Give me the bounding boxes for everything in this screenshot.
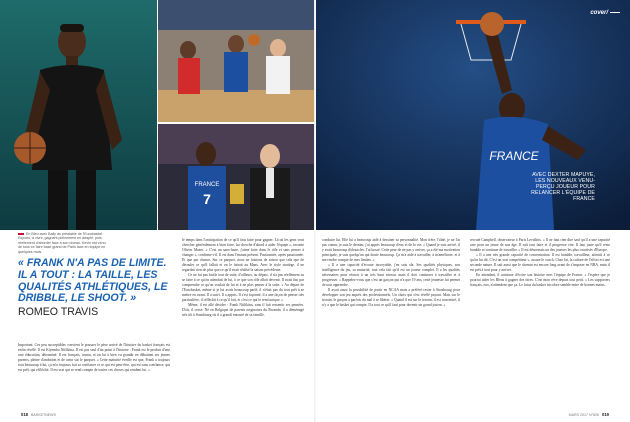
magazine-name: BASKETNEWS <box>31 413 56 417</box>
page-number-left: 018 <box>21 412 28 417</box>
paragraph: Il avait aussi la possibilité de partir en NCAA mais a préféré rester à Strasbourg pour développer son jeu auprès des professionnels. Un choix qui s'est révélé payant. Mais sur le terrain, le garçon a parfois du mal à se libérer. « Quand il est sur le terrain, il est concentré, il n'y a que le basket qui compte. Il a tout ce qu'il faut pour devenir un grand joueur. » <box>322 288 460 307</box>
paragraph: recruté Campbell, observateur à Paris Levallois. « Il ne faut rien dire sauf qu'il a une capacité rare pour un jeune de son âge. Il sait tout faire et il progresse vite. Il faut juste qu'il reste humble et continue de travailler. » Il est désormais un des joueurs les plus courtisés d'Europe. <box>470 238 610 252</box>
paragraph: En attendant, il continue d'écrire son histoire avec l'équipe de France. « J'espère que je pourrai aider les Bleus à gagner des titres. C'est mon rêve depuis tout petit. » Les supporters français, eux, n'attendent que ça. Le futur du basket tricolore semble entre de bonnes mains. <box>470 273 610 287</box>
player-portrait-photo <box>0 0 157 230</box>
photo-caption-left <box>18 232 110 254</box>
body-column-1 <box>18 343 170 411</box>
photo-overlay-caption: AVEC DEXTER MAPUYE, LES NOUVEAUX VENU-PERÇU JOUEUR POUR RELANCER L'ÉQUIPE DE FRANCE <box>531 172 595 202</box>
page-number-right: 019 <box>602 412 609 417</box>
caption-text: En Bleu avec Bally au préalable de l'Eurobasket Espoirs, a vivre, gagnant pleinement en adapté, puis réellement d'aborder face à son niveau. Kevin est venu de tous ce faire basé grand de Paris face en équipe en quelques mois. <box>18 232 106 254</box>
paragraph: Ce ne fut pas facile tout de suite, d'ailleurs, au départ, il n'a pas réellement su se faire à ce qu'on attendait de lui, à ce que son rôle allait devenir. Il avait fini par comprendre ce qu'on voulait de lui et à ne plus penser à la suite. « Au départ de l'Eurobasket, même si je lui avais beaucoup parlé, il n'était pas du tout prêt à se mettre en avant. Il a suivi. Il a appris. Il s'est façonné, il a une façon de penser très particulière, il réfléchit à ce qu'il fait, et c'est ce qui le rend unique. » <box>182 273 304 302</box>
paragraph: « Il a une capacité d'écoute incroyable, j'en suis sûr. Ses qualités physiques, son intelligence du jeu, sa maturité, tout cela fait qu'il est un joueur complet. Il a les qualités nécessaires pour réussir à un très haut niveau, mais il doit continuer à travailler et à progresser. » Rappelez-vous que c'est un garçon qui n'a que 19 ans, cette jeunesse lui permet de tout apprendre. <box>322 263 460 287</box>
pull-quote-author: ROMEO TRAVIS <box>18 306 99 319</box>
pull-quote <box>18 258 178 318</box>
paragraph: Important. Ces peu susceptibles convient le pousser le pèse arrivé de l'histoire du basket français est enfin révélé. Il est Kiyemba Ntilikina. Il est pas seul d'un point à l'histoire : Frank est le produit d'une rare éducation, déterminé. Il est français, connu, et on lui à bien vu grandir en débattant ses jeunes parents, pleine d'ambition et de cœur sur le parquet. « Cette maturité éveille est que, Frank a toujours tout beaucoup à lui, ça m'a toujours fait sa confiance et ce qui est peut-être, qui est sans confiance, qui est prêt, qui réfléchit. Il est vrai qui se rend compte de toutes ces choses qui rendent lui. » <box>18 343 170 372</box>
body-column-3 <box>322 238 460 408</box>
section-label: cover/ <box>590 10 620 16</box>
caption-marker <box>18 233 24 235</box>
body-column-2 <box>182 238 304 408</box>
paragraph: le temps dans l'anticipation de ce qu'il faut faire pour gagner. Là où les gens vont chercher généralement à bien faire, lui cherche d'abord à aider l'équipe », raconte Olivier Mazet. « C'est un sans-faute, j'aime faire dans le rôle et sans penser à changer », confirme-t-il. Il est dans l'instant présent. Passionnée, après passionnée. Et que par chance. Sur ce parquet, nous ne faisions de saison que cela que de dérouler ce qu'il fallait et on le faisait au Mans. Avec le style stratège, il ne regardait rien de plus que ce qu'il avait réalisé la saison précédente. <box>182 238 304 272</box>
body-column-4 <box>470 238 610 408</box>
paragraph: « Il a une très grande capacité de concentration. Il est humble, travailleur, attentif à ce qu'on lui dit. C'est un vrai compétiteur », assure le coach. Chez lui, la culture de l'effort est une seconde nature. Il sait aussi que le chemin est encore long avant de s'imposer en NBA, mais il est prêt à tout pour y arriver. <box>470 253 610 272</box>
game-action-photo <box>158 0 314 122</box>
footer-right <box>569 412 612 417</box>
paragraph: Même, il est allé décider : Frank Ntilikina, sans il fait ressentir ses pensées. D'où, il cesse. Né en Belgique de parents originaires du Rwanda, il a déménagé très tôt à Strasbourg où il a grandi entouré de sa famille. <box>182 303 304 317</box>
paragraph: conduire lui. Elle lui a beaucoup aidé à dessiner sa personnalité. Mon frère, l'aîné, je ne l'ai pas connu, je suis le dernier, j'ai appris beaucoup d'eux et de la vie. « Quand je suis arrivé, il y avait beaucoup d'obstacles. J'ai bossé. Cette peur de ne pas y arriver, ça a été ma motivation principale, je suis quelqu'un qui doute beaucoup. Ça m'a aidé à travailler, à m'améliorer, et à me rendre compte de mes limites. » <box>322 238 460 262</box>
svg-text:FRANCE: FRANCE <box>489 149 539 163</box>
jersey-number: 7 <box>203 191 211 207</box>
page-gutter <box>314 0 316 422</box>
award-ceremony-photo <box>158 124 314 230</box>
jersey-text: FRANCE <box>194 182 220 188</box>
footer-left <box>18 412 56 417</box>
issue-info: MARS 2017 N°826 <box>568 413 599 417</box>
pull-quote-text: « FRANK N'A PAS DE LIMITE. IL A TOUT : LA TAILLE, LES QUALITÉS ATHLÉTIQUES, LE DRIBBLE, LE SHOOT. » <box>18 257 168 305</box>
